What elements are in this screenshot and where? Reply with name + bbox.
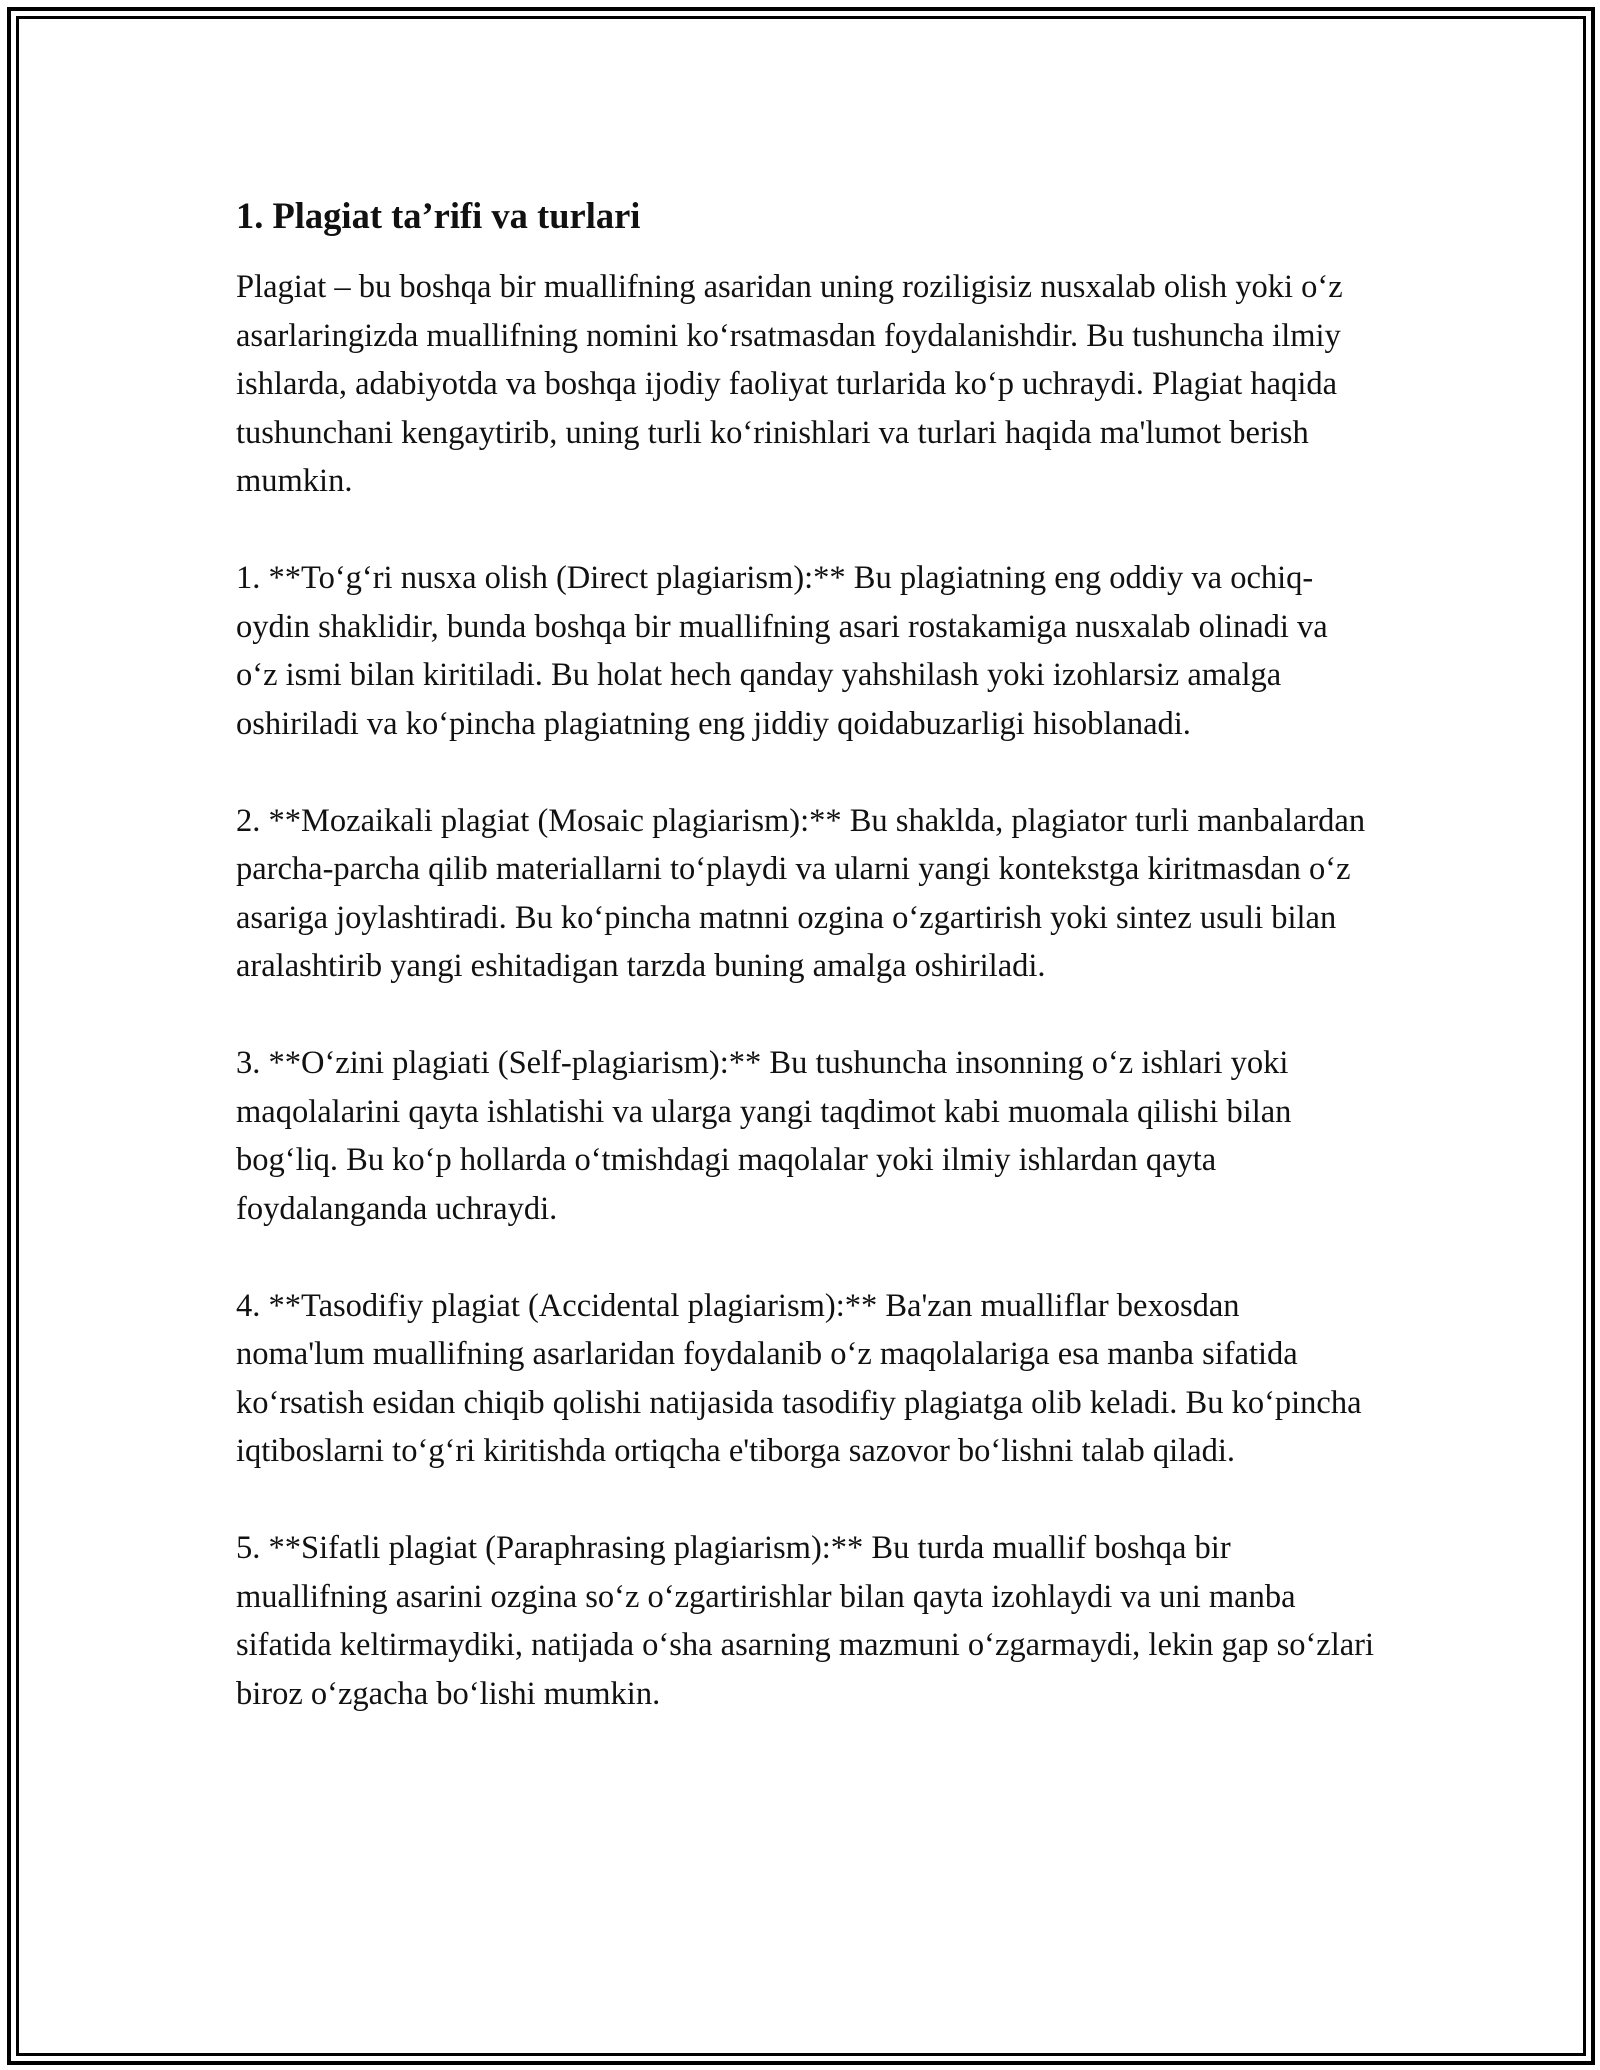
list-item-mosaic-plagiarism: 2. **Mozaikali plagiat (Mosaic plagiarism):** Bu shaklda, plagiator turli manbalardan parcha-parcha qilib materiallarni to‘playdi va ularni yangi kontekstga kiritmasdan o‘z asariga joylashtiradi. Bu ko‘pincha matnni ozgina o‘zgartirish yoki sintez usuli bilan aralashtirib yangi eshitadigan tarzda buning amalga oshiriladi. (236, 802, 1366, 984)
list-item-direct-plagiarism: 1. **To‘g‘ri nusxa olish (Direct plagiarism):** Bu plagiatning eng oddiy va ochiq-oydin shaklidir, bunda boshqa bir muallifning asari rostakamiga nusxalab olinadi va o‘z ismi bilan kiritiladi. Bu holat hech qanday yahshilash yoki izohlarsiz amalga oshiriladi va ko‘pincha plagiatning eng jiddiy qoidabuzarligi hisoblanadi. (236, 560, 1328, 742)
list-item-self-plagiarism: 3. **O‘zini plagiati (Self-plagiarism):** Bu tushuncha insonning o‘z ishlari yoki maqolalarini qayta ishlatishi va ularga yangi taqdimot kabi muomala qilishi bilan bog‘liq. Bu ko‘p hollarda o‘tmishdagi maqolalar yoki ilmiy ishlardan qayta foydalanganda uchraydi. (236, 1045, 1292, 1227)
list-item-accidental-plagiarism: 4. **Tasodifiy plagiat (Accidental plagiarism):** Ba'zan mualliflar bexosdan noma'lum muallifning asarlaridan foydalanib o‘z maqolalariga esa manba sifatida ko‘rsatish esidan chiqib qolishi natijasida tasodifiy plagiatga olib keladi. Bu ko‘pincha iqtiboslarni to‘g‘ri kiritishda ortiqcha e'tiborga sazovor bo‘lishni talab qiladi. (236, 1287, 1362, 1469)
document-page (236, 188, 1376, 1767)
document-title: 1. Plagiat ta’rifi va turlari (236, 195, 641, 236)
intro-paragraph: Plagiat – bu boshqa bir muallifning asaridan uning roziligisiz nusxalab olish yoki o‘z asarlaringizda muallifning nomini ko‘rsatmasdan foydalanishdir. Bu tushuncha ilmiy ishlarda, adabiyotda va boshqa ijodiy faoliyat turlarida ko‘p uchraydi. Plagiat haqida tushunchani kengaytirib, uning turli ko‘rinishlari va turlari haqida ma'lumot berish mumkin. (236, 269, 1343, 499)
list-item-paraphrasing-plagiarism: 5. **Sifatli plagiat (Paraphrasing plagiarism):** Bu turda muallif boshqa bir muallifning asarini ozgina so‘z o‘zgartirishlar bilan qayta izohlaydi va uni manba sifatida keltirmaydiki, natijada o‘sha asarning mazmuni o‘zgarmaydi, lekin gap so‘zlari biroz o‘zgacha bo‘lishi mumkin. (236, 1530, 1375, 1712)
